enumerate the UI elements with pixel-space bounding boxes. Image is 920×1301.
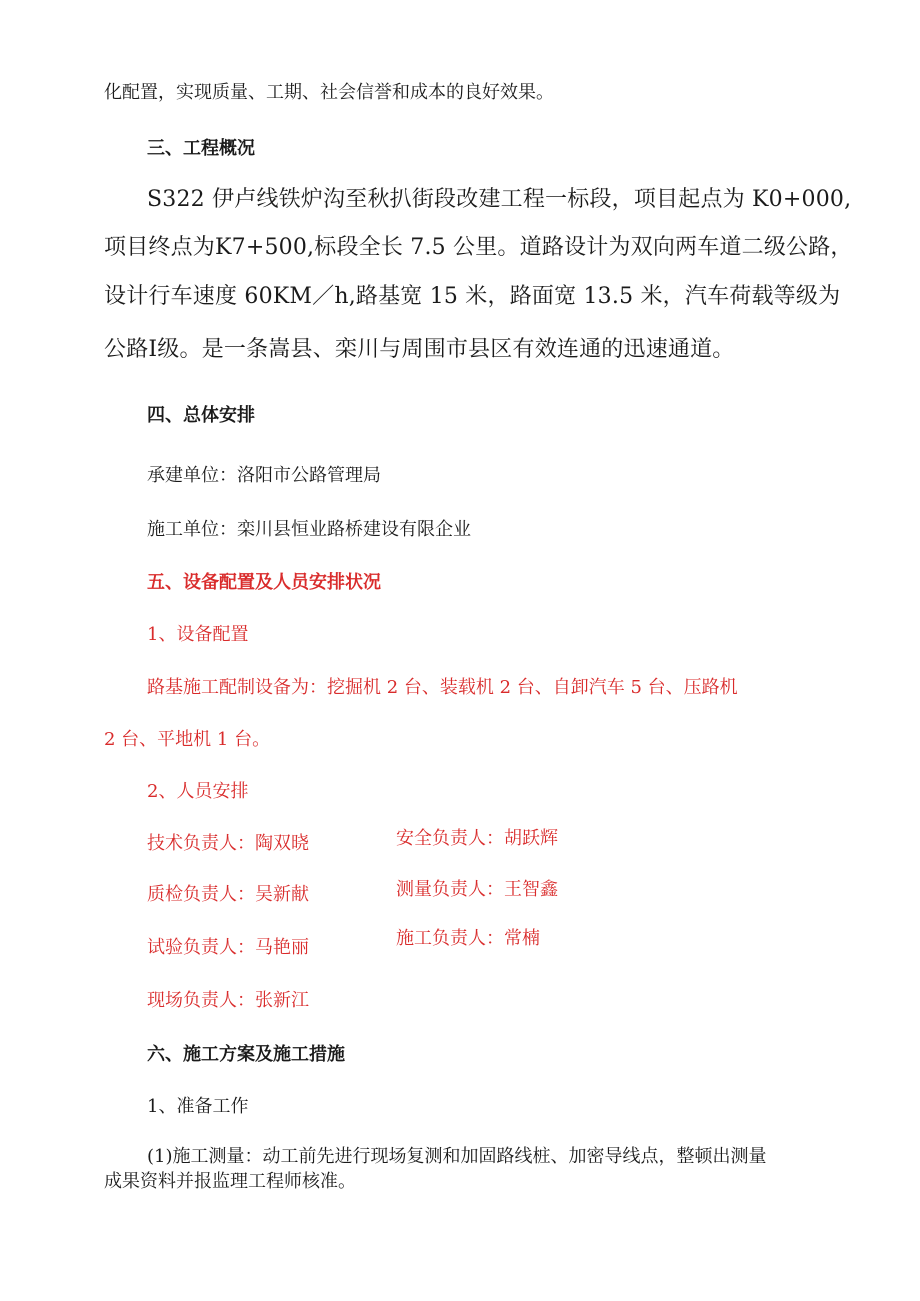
staff-construction-lead: 施工负责人：常楠 <box>396 928 540 949</box>
equipment-subheading: 1、设备配置 <box>147 624 249 645</box>
staff-subheading: 2、人员安排 <box>147 781 249 802</box>
section3-para-line-1: S322 伊卢线铁炉沟至秋扒街段改建工程一标段，项目起点为 K0+000, <box>147 187 852 212</box>
intro-paragraph-tail: 化配置，实现质量、工期、社会信誉和成本的良好效果。 <box>104 82 554 103</box>
survey-item-line-1: (1)施工测量：动工前先进行现场复测和加固路线桩、加密导线点，整顿出测量 <box>147 1146 767 1167</box>
builder-unit: 承建单位：洛阳市公路管理局 <box>147 465 381 486</box>
equipment-line-1: 路基施工配制设备为：挖掘机 2 台、装载机 2 台、自卸汽车 5 台、压路机 <box>147 677 738 698</box>
survey-item-line-2: 成果资料并报监理工程师核准。 <box>104 1171 356 1192</box>
staff-quality-lead: 质检负责人：吴新献 <box>147 884 309 905</box>
staff-test-lead: 试验负责人：马艳丽 <box>147 937 309 958</box>
staff-survey-lead: 测量负责人：王智鑫 <box>396 879 558 900</box>
section3-para-line-2: 项目终点为K7+500,标段全长 7.5 公里。道路设计为双向两车道二级公路， <box>104 235 853 260</box>
staff-technical-lead: 技术负责人：陶双晓 <box>147 833 309 854</box>
staff-site-lead: 现场负责人：张新江 <box>147 990 309 1011</box>
section5-heading: 五、设备配置及人员安排状况 <box>147 572 381 593</box>
section3-para-line-4: 公路Ⅰ级。是一条嵩县、栾川与周围市县区有效连通的迅速通道。 <box>104 337 735 362</box>
section3-para-line-3: 设计行车速度 60KM／h,路基宽 15 米，路面宽 13.5 米，汽车荷载等级为 <box>104 284 841 309</box>
preparation-subheading: 1、准备工作 <box>147 1096 249 1117</box>
section6-heading: 六、施工方案及施工措施 <box>147 1044 345 1065</box>
section4-heading: 四、总体安排 <box>147 405 255 426</box>
staff-safety-lead: 安全负责人：胡跃辉 <box>396 828 558 849</box>
equipment-line-2: 2 台、平地机 1 台。 <box>104 729 271 750</box>
section3-heading: 三、工程概况 <box>147 138 255 159</box>
construction-unit: 施工单位：栾川县恒业路桥建设有限企业 <box>147 519 471 540</box>
